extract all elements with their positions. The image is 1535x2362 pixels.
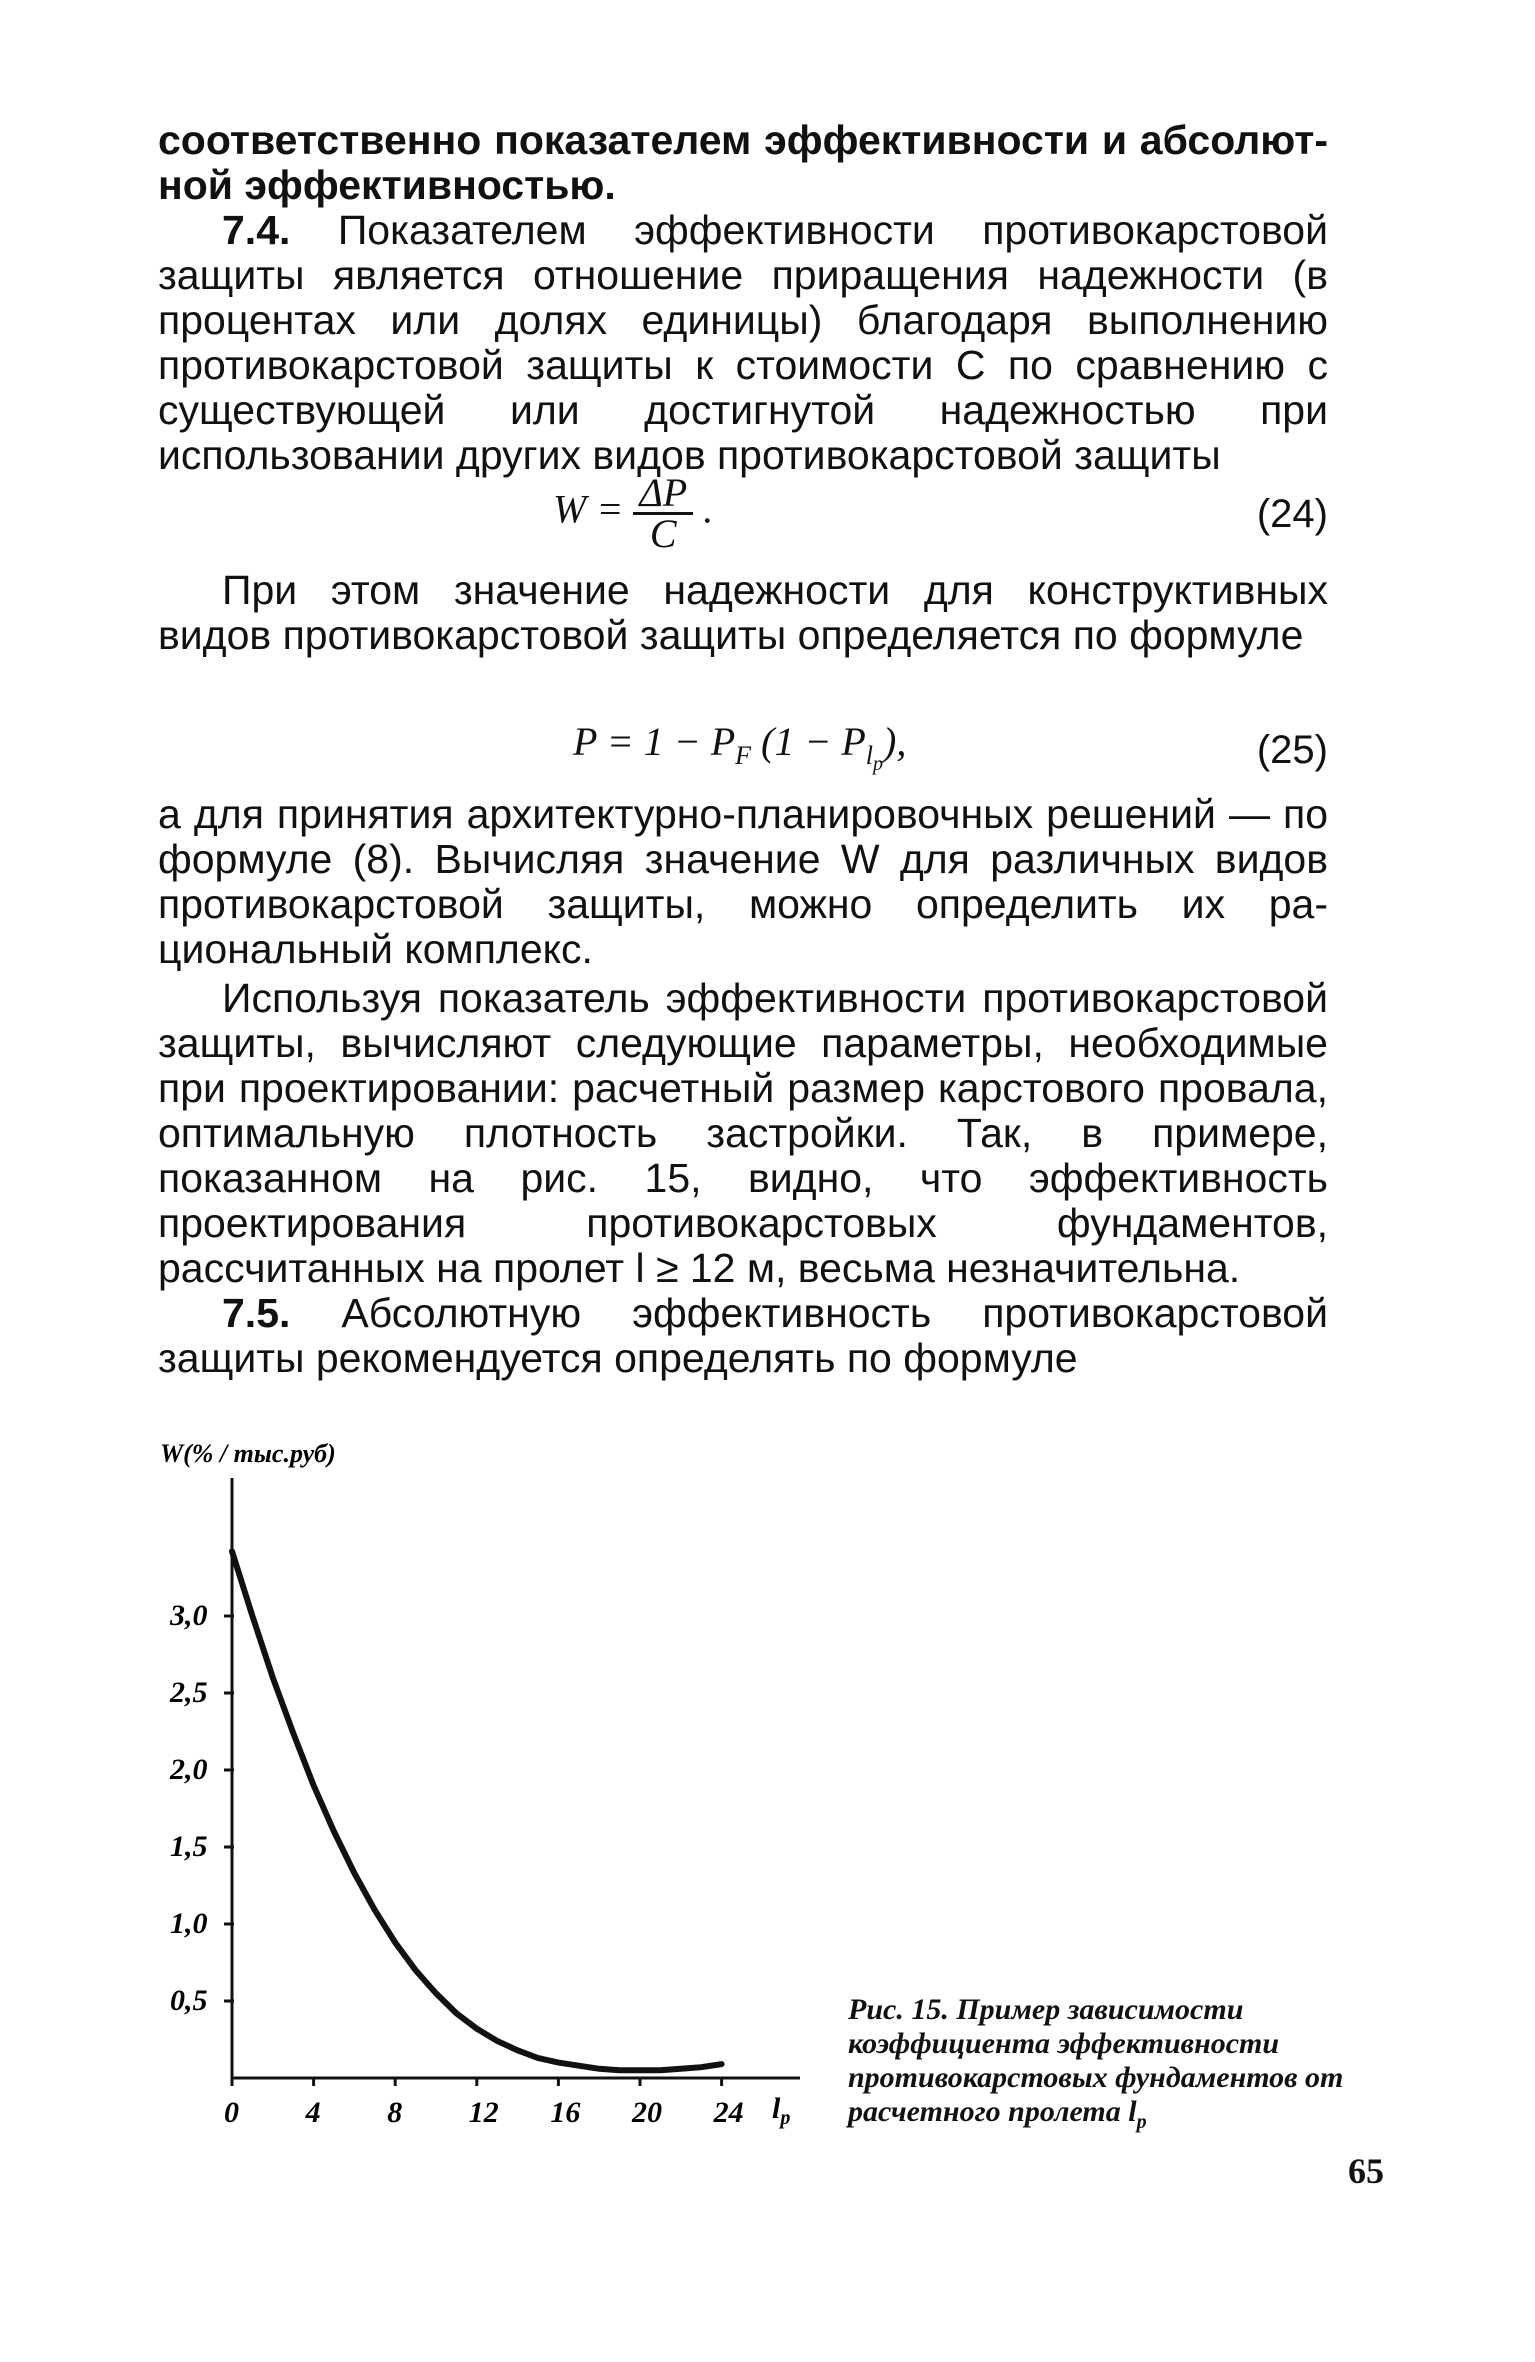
x-tick-label: 20	[632, 2096, 662, 2129]
formula-24-number: (24)	[1256, 492, 1328, 536]
figure-caption-text: Рис. 15. Пример зависимости коэффициента эффективности противокарстовых фундаментов от расчетного пролета l	[848, 1993, 1344, 2128]
y-tick-label: 0,5	[170, 1984, 208, 2017]
x-axis-label-main: l	[772, 2092, 781, 2125]
formula-24-dot: .	[703, 486, 714, 532]
y-tick-label: 1,0	[170, 1907, 208, 1940]
y-tick-label: 3,0	[170, 1599, 208, 1632]
x-axis-label-sub: p	[780, 2107, 791, 2129]
y-tick-label: 2,0	[170, 1753, 208, 1786]
paragraph-4-text: а для принятия архитектурно-планировочных решений — по формуле (8). Вычисляя значение W для различных видов противокарстовой защиты, можно определить их рациональный комплекс.	[158, 791, 1328, 972]
x-tick-label: 16	[550, 2096, 581, 2129]
paragraph-7-5-text: Абсолютную эффективность противокарстовой защиты рекомендуется определять по формуле	[158, 1290, 1328, 1381]
paragraph-3-text: При этом значение надежности для конструктивных видов противокарстовой защиты определяется по формуле	[158, 567, 1328, 658]
formula-24-numerator: ΔP	[633, 474, 693, 515]
formula-25-number: (25)	[1256, 728, 1328, 772]
paragraph-7-4-text: Показателем эффективности противокарстовой защиты является отношение приращения надежности (в процентах или долях единицы) благодаря выполнению противокарстовой защиты к стоимости C по сравнению с существующей или достигнутой надежностью при использовании других видов противокарстовой защиты	[158, 207, 1328, 478]
page-number: 65	[1348, 2151, 1384, 2191]
paragraph-1-text: соответственно показателем эффективности и абсолютной эффективностью.	[158, 117, 1328, 208]
formula-25-part2: (1 − P	[761, 719, 866, 764]
formula-24-denominator: C	[649, 511, 677, 556]
y-ticks	[169, 1599, 234, 2017]
figure-caption	[848, 1993, 1388, 2139]
formula-25-sub-l: l	[865, 741, 874, 770]
formula-25-part1: P = 1 − P	[573, 719, 736, 764]
x-tick-label: 24	[713, 2096, 744, 2129]
formula-25-part3: ),	[883, 719, 907, 764]
formula-25-sub-f: F	[735, 741, 752, 770]
formula-24-lhs: W =	[553, 486, 624, 532]
x-tick-label: 8	[387, 2096, 403, 2129]
x-tick-label: 4	[305, 2096, 321, 2129]
series-w-line	[232, 1551, 722, 2070]
figure-caption-sub: p	[1136, 2111, 1147, 2133]
section-number-7-4: 7.4.	[222, 207, 291, 253]
x-axis-label	[772, 2092, 790, 2129]
x-ticks	[224, 2078, 744, 2129]
paragraph-5-text: Используя показатель эффективности противокарстовой защиты, вычисляют следующие параметры, необходимые при проектировании: расчетный размер карстового провала, оптимальную плотность застройки. Так, в примере, показанном на рис. 15, видно, что эффективность проектирования противокарстовых фундаментов, рассчитанных на пролет l ≥ 12 м, весьма незначительна.	[158, 975, 1328, 1291]
x-tick-label: 0	[224, 2096, 239, 2129]
y-axis-label: W(% / тыс.руб)	[160, 1439, 336, 1468]
formula-25-sub-p: p	[873, 753, 884, 776]
y-tick-label: 1,5	[170, 1830, 208, 1863]
section-number-7-5: 7.5.	[222, 1290, 291, 1336]
x-tick-label: 12	[468, 2096, 499, 2129]
y-tick-label: 2,5	[170, 1676, 208, 1709]
